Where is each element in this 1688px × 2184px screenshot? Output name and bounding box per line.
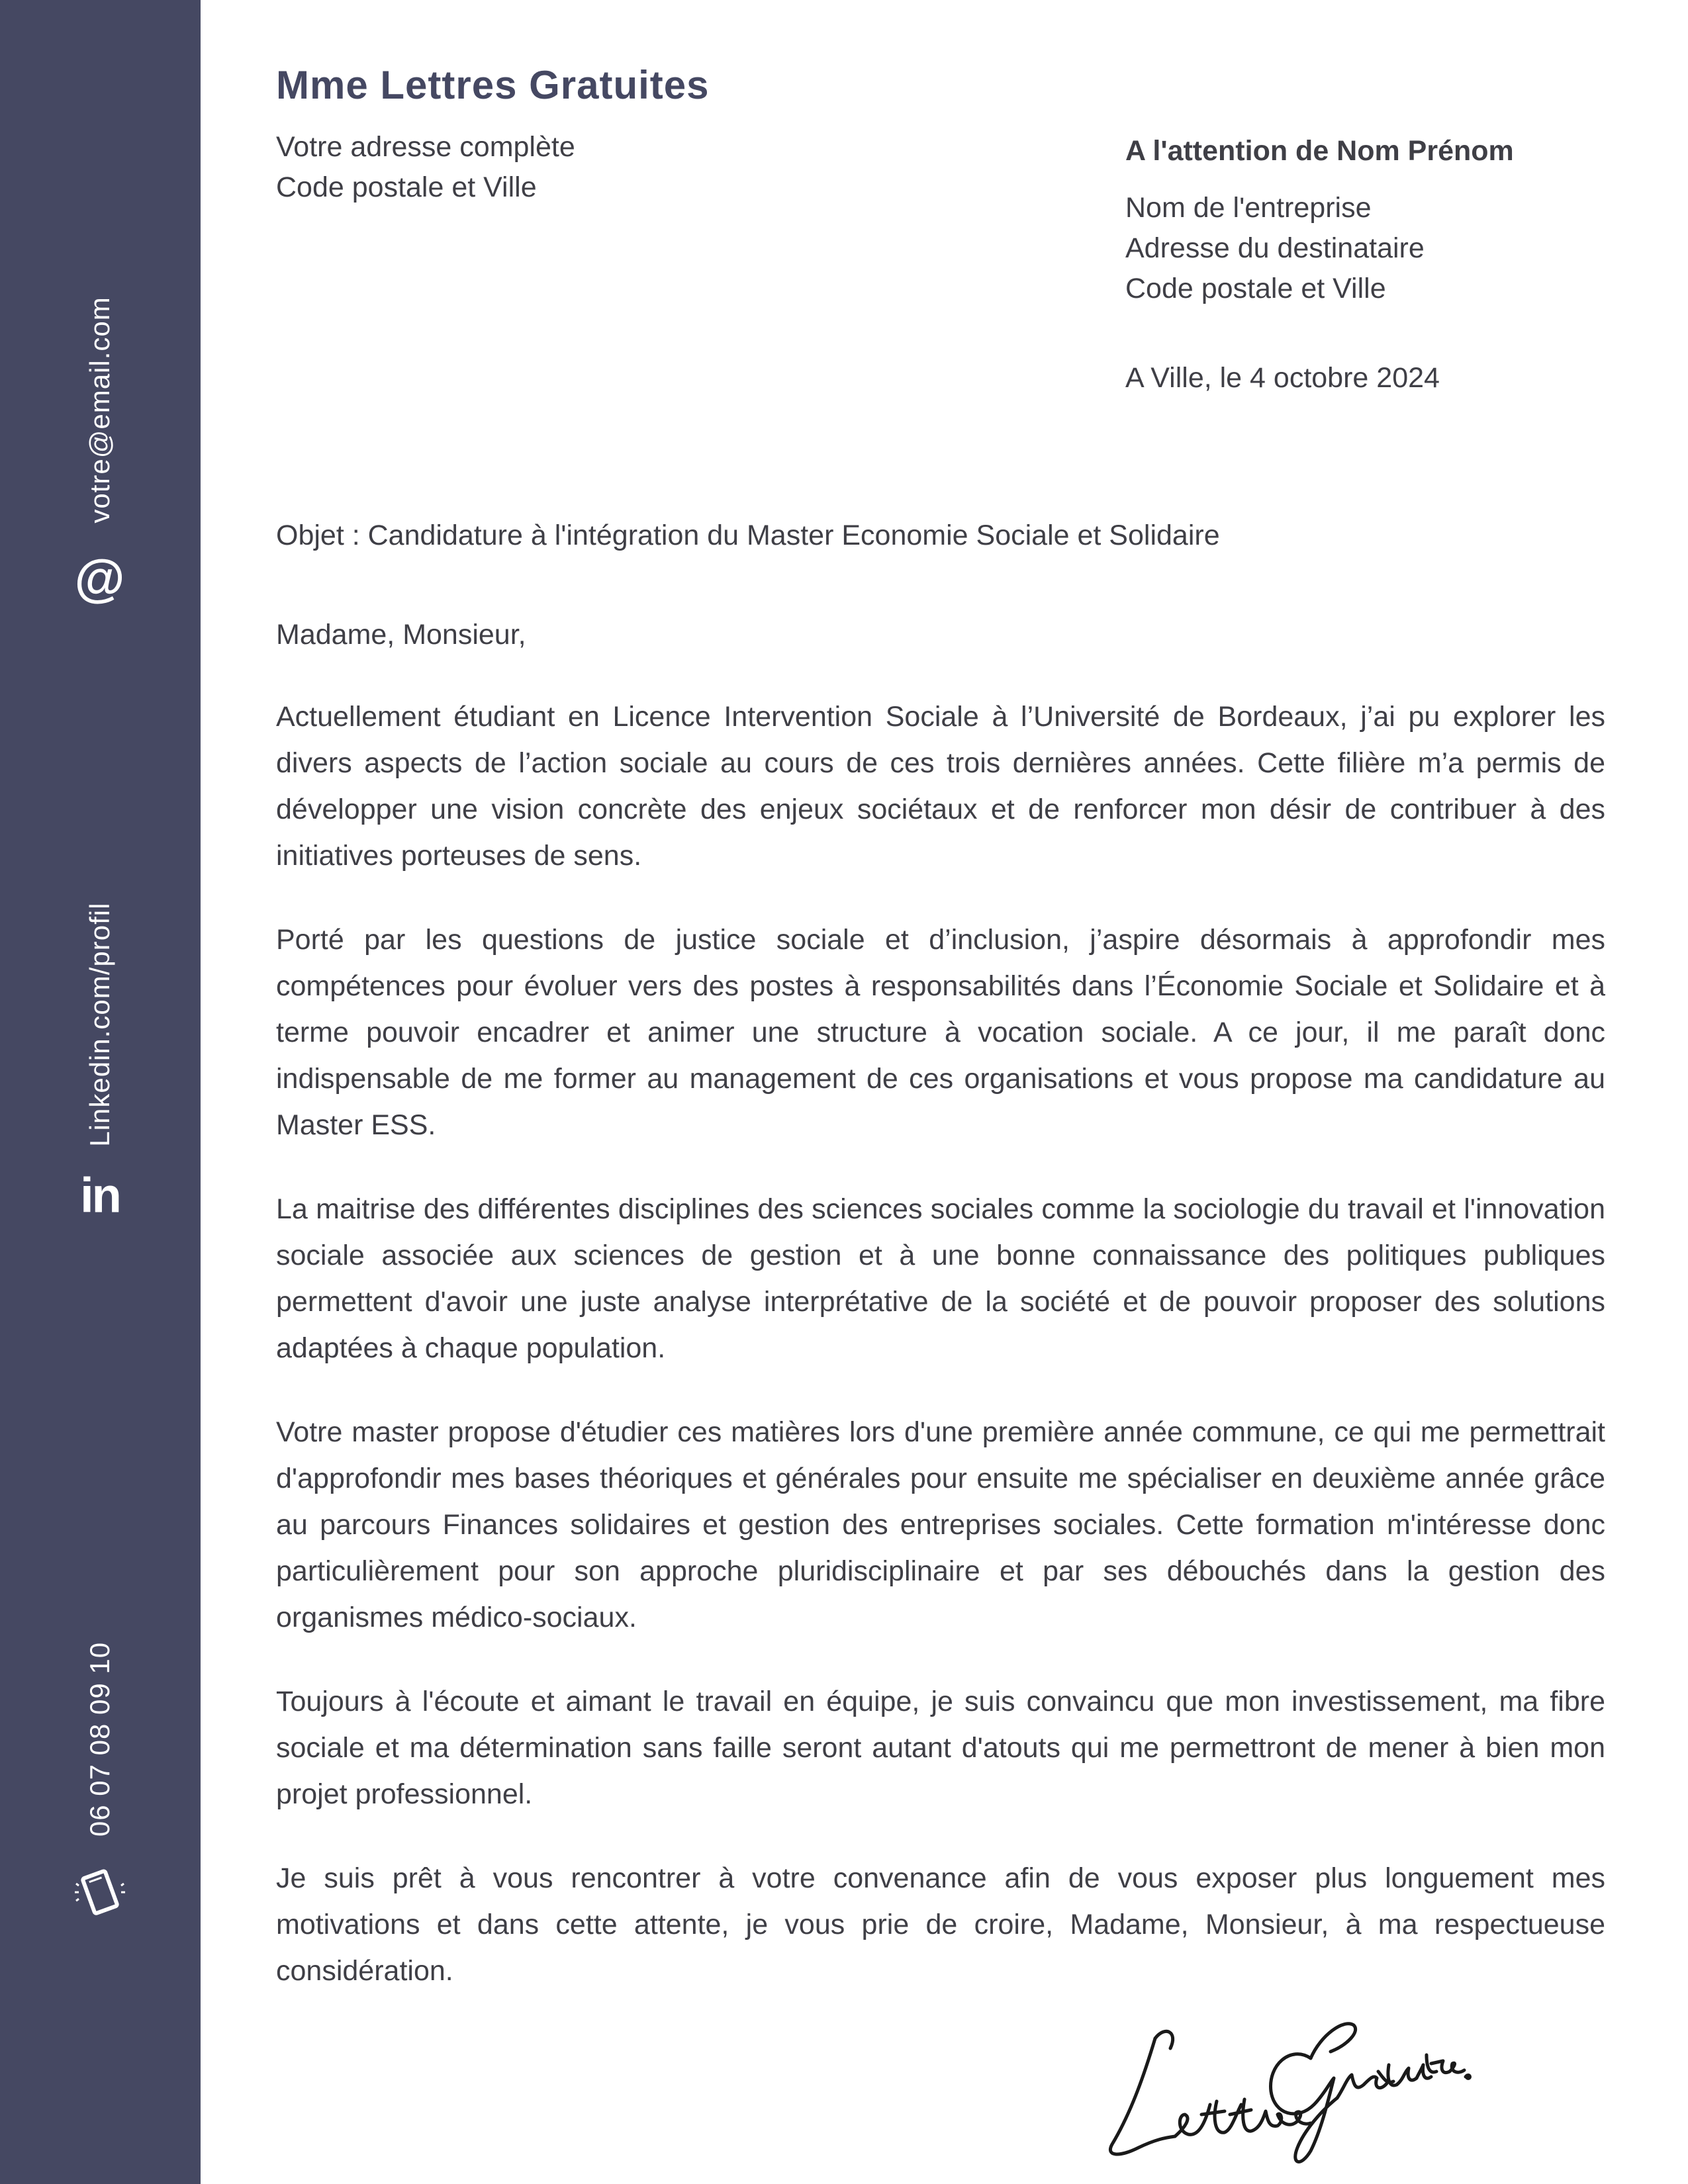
contact-sidebar: [0, 0, 201, 2184]
recipient-attention: A l'attention de Nom Prénom: [1125, 135, 1514, 167]
paragraph-2: Porté par les questions de justice sociale et d’inclusion, j’aspire désormais à approfondir mes compétences pour évoluer vers des postes à responsabilités dans l’Économie Sociale et Solidaire et à terme pouvoir encadrer et animer une structure à vocation sociale. A ce jour, il me paraît donc indispensable de me former au management de ces organisations et vous propose ma candidature au Master ESS.: [276, 924, 1605, 1141]
recipient-address: Adresse du destinataire: [1125, 232, 1425, 264]
handwritten-signature: [1092, 1979, 1489, 2177]
email-text: votre@email.com: [84, 296, 115, 523]
recipient-block: [1125, 131, 1514, 398]
recipient-company: Nom de l'entreprise: [1125, 192, 1372, 224]
letter-salutation: Madame, Monsieur,: [276, 619, 526, 651]
letter-subject: Objet : Candidature à l'intégration du Master Economie Sociale et Solidaire: [276, 520, 1220, 551]
letter-date: A Ville, le 4 octobre 2024: [1125, 362, 1440, 394]
at-icon: @: [74, 549, 126, 608]
paragraph-4: Votre master propose d'étudier ces matières lors d'une première année commune, ce qui me permettrait d'approfondir mes bases théoriques et générales pour ensuite me spécialiser en deuxième année grâce au parcours Finances solidaires et gestion des entreprises sociales. Cette formation m'intéresse donc particulièrement pour son approche pluridisciplinaire et par ses débouchés dans la gestion des organismes médico-sociaux.: [276, 1416, 1605, 1633]
sender-address: [276, 127, 575, 208]
sender-city-line: Code postale et Ville: [276, 171, 537, 203]
email-contact[interactable]: [74, 296, 126, 608]
signature-drawing: [1092, 1979, 1489, 2177]
linkedin-text: Linkedin.com/profil: [84, 902, 115, 1147]
recipient-city: Code postale et Ville: [1125, 273, 1386, 304]
phone-icon: [73, 1866, 126, 1919]
linkedin-icon: in: [80, 1167, 120, 1223]
phone-text: 06 07 08 09 10: [84, 1641, 115, 1837]
sender-name: Mme Lettres Gratuites: [276, 63, 710, 107]
paragraph-6: Je suis prêt à vous rencontrer à votre convenance afin de vous exposer plus longuement mes motivations et dans cette attente, je vous prie de croire, Madame, Monsieur, à ma respectueuse considération.: [276, 1862, 1605, 1987]
letter-body: [276, 512, 1605, 2032]
paragraph-5: Toujours à l'écoute et aimant le travail en équipe, je suis convaincu que mon investissement, ma fibre sociale et ma détermination sans faille seront autant d'atouts qui me permettront de mener à bien mon projet professionnel.: [276, 1686, 1605, 1810]
phone-contact[interactable]: [73, 1642, 126, 1919]
paragraph-3: La maitrise des différentes disciplines des sciences sociales comme la sociologie du travail et l'innovation sociale associée aux sciences de gestion et à une bonne connaissance des politiques publiques permettent d'avoir une juste analyse interprétative de la société et de pouvoir proposer des solutions adaptées à chaque population.: [276, 1193, 1605, 1364]
linkedin-contact[interactable]: [75, 902, 124, 1223]
paragraph-1: Actuellement étudiant en Licence Intervention Sociale à l’Université de Bordeaux, j’ai pu explorer les divers aspects de l’action sociale au cours de ces trois dernières années. Cette filière m’a permis de développer une vision concrète des enjeux sociétaux et de renforcer mon désir de contribuer à des initiatives porteuses de sens.: [276, 701, 1605, 872]
sender-address-line: Votre adresse complète: [276, 131, 575, 163]
